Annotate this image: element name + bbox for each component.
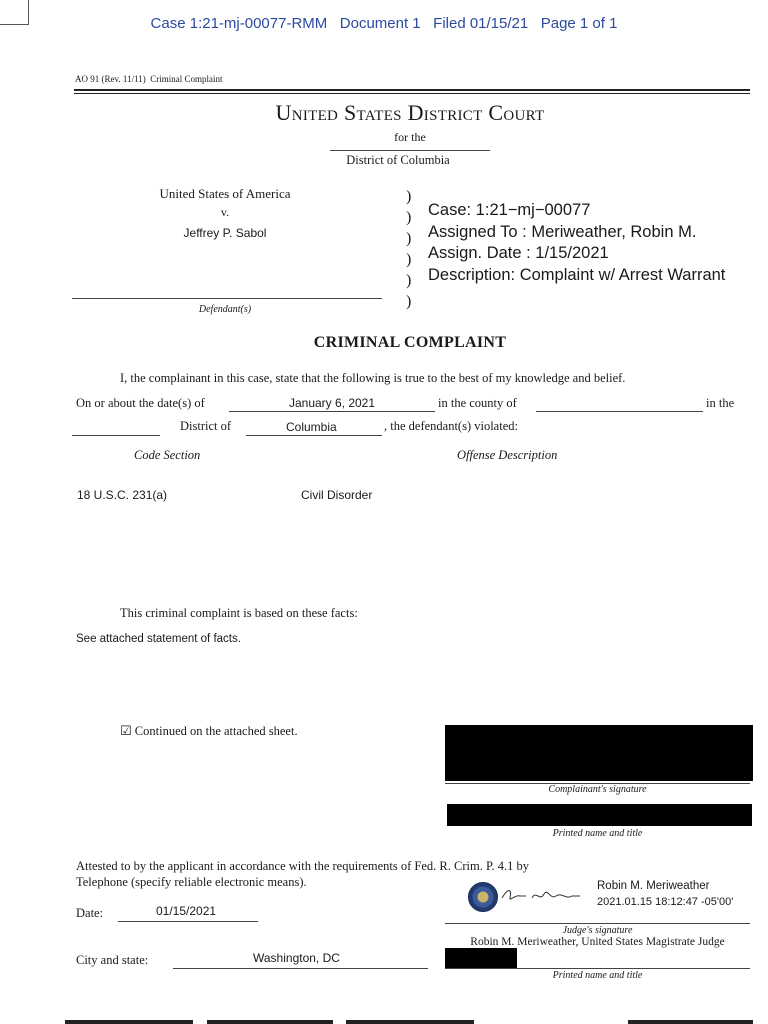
complaint-intro: I, the complainant in this case, state that the following is true to the best of my knowledge and belief. (120, 371, 626, 385)
attested-text: Attested to by the applicant in accordance with the requirements of Fed. R. Crim. P. 4.1 by Telephone (specify reliable electronic means). (76, 859, 530, 889)
header-rule-thick (74, 89, 750, 91)
versus: v. (220, 205, 230, 219)
district-value: Columbia (286, 420, 337, 434)
sign-date-value: 01/15/2021 (156, 904, 217, 918)
complaint-heading: CRIMINAL COMPLAINT (313, 334, 507, 351)
plaintiff-name: United States of America (159, 186, 291, 201)
defendant-label: Defendant(s) (198, 304, 252, 315)
case-number: Case: 1:21−mj−00077 (428, 201, 591, 219)
printed-name-label: Printed name and title (552, 828, 643, 839)
complainant-signature-redaction (445, 725, 753, 781)
handwritten-signature-icon (500, 884, 582, 906)
offense-description-label: Offense Description (457, 448, 558, 462)
bottom-bar-4 (628, 1020, 753, 1024)
facts-intro: This criminal complaint is based on these facts: (120, 606, 358, 620)
city-state-underline (173, 968, 428, 969)
judge-line-redaction (445, 948, 517, 968)
bottom-bar-1 (65, 1020, 193, 1024)
county-underline (536, 411, 703, 412)
city-state-label: City and state: (76, 953, 149, 967)
continued-label: Continued on the attached sheet. (134, 724, 298, 738)
form-id: AO 91 (Rev. 11/11) Criminal Complaint (75, 74, 223, 84)
printed-name-redaction (447, 804, 752, 826)
district-value-underline (246, 435, 382, 436)
district-underline (330, 150, 490, 151)
district-prefix-underline (72, 435, 160, 436)
judge-name-title: Robin M. Meriweather, United States Magistrate Judge (470, 936, 725, 948)
filing-stamp: Case 1:21-mj-00077-RMM Document 1 Filed 01/15/21 Page 1 of 1 (150, 15, 618, 32)
on-or-about-label: On or about the date(s) of (76, 396, 205, 410)
district-name: District of Columbia (346, 153, 450, 167)
continued-line (120, 724, 298, 739)
county-of-label: in the county of (438, 396, 517, 410)
digital-signature-name: Robin M. Meriweather (597, 880, 710, 892)
printed-name-label-2: Printed name and title (552, 970, 643, 981)
header-rule-thin (74, 93, 750, 94)
offense: Civil Disorder (301, 488, 373, 502)
facts: See attached statement of facts. (76, 633, 241, 645)
bottom-bar-3 (346, 1020, 474, 1024)
date-label: Date: (76, 906, 104, 920)
case-assign-date: Assign. Date : 1/15/2021 (428, 244, 609, 262)
case-block (428, 200, 725, 286)
complainant-signature-label: Complainant's signature (548, 784, 647, 795)
date-underline (229, 411, 435, 412)
district-of-label: District of (180, 419, 232, 433)
case-description: Description: Complaint w/ Arrest Warrant (428, 265, 726, 284)
court-title: United States District Court (275, 100, 545, 125)
code-section-label: Code Section (134, 448, 201, 462)
for-the: for the (394, 130, 426, 144)
in-the-label: in the (706, 396, 735, 410)
bottom-bar-2 (207, 1020, 333, 1024)
defendant-underline (72, 298, 382, 299)
city-state-value: Washington, DC (253, 951, 340, 965)
judge-sig-underline (445, 923, 750, 924)
violated-label: , the defendant(s) violated: (384, 419, 518, 433)
sign-date-underline (118, 921, 258, 922)
court-seal-icon (468, 882, 498, 912)
printed-name2-underline (445, 968, 750, 969)
digital-signature-timestamp: 2021.01.15 18:12:47 -05'00' (597, 896, 734, 908)
defendant-name: Jeffrey P. Sabol (183, 226, 267, 240)
continued-checkbox[interactable]: ☑ (120, 724, 132, 739)
case-assigned: Assigned To : Meriweather, Robin M. (428, 222, 697, 241)
date-value: January 6, 2021 (288, 396, 376, 410)
caption-parens: ) ) ) ) ) ) (406, 188, 412, 310)
judge-signature-label: Judge's signature (562, 925, 633, 936)
code-section: 18 U.S.C. 231(a) (77, 488, 168, 502)
